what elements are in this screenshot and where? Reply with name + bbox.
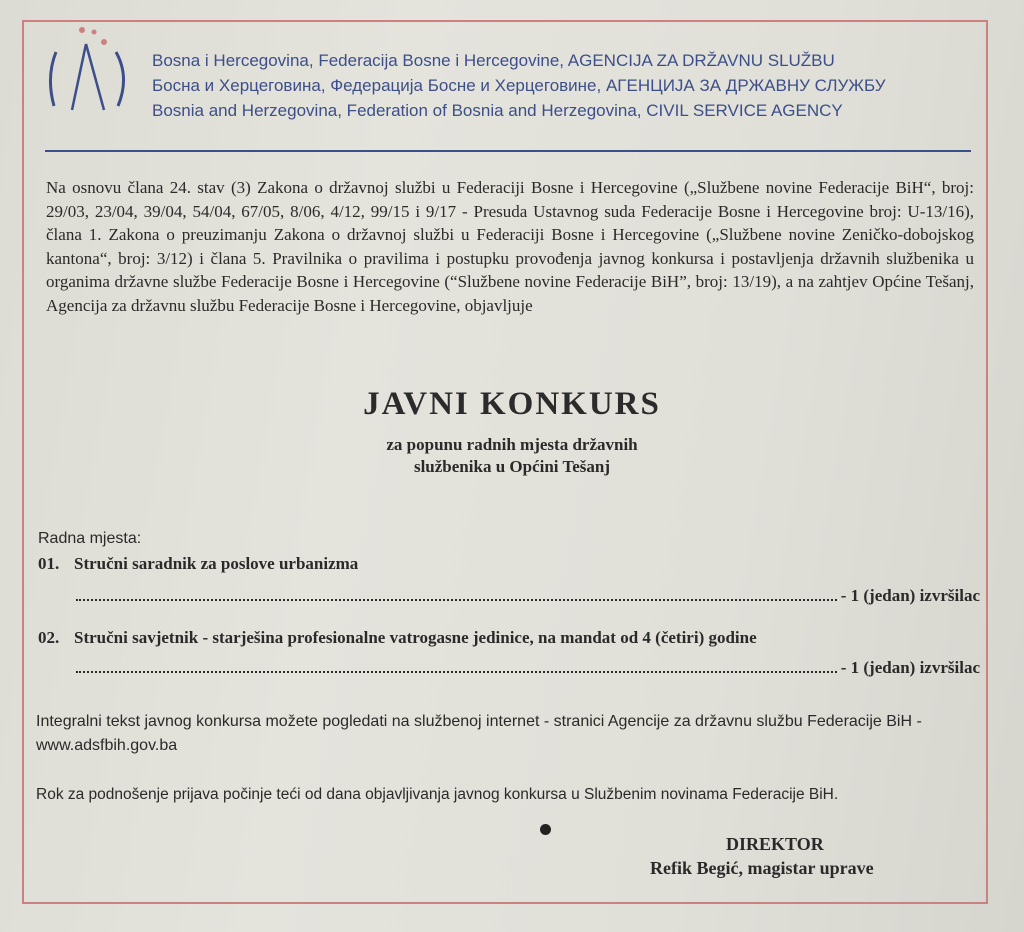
agency-name-cyrillic: Босна и Херцеговина, Федерација Босне и Херцеговине, АГЕНЦИЈА ЗА ДРЖАВНУ СЛУЖБУ	[152, 76, 886, 95]
position-count: - 1 (jedan) izvršilac	[840, 586, 980, 605]
position-count-line	[76, 656, 980, 678]
agency-header	[152, 48, 886, 123]
position-number: 01.	[38, 554, 60, 573]
position-title: Stručni saradnik za poslove urbanizma	[74, 554, 359, 573]
header-divider	[45, 150, 971, 152]
positions-label: Radna mjesta:	[38, 530, 142, 547]
dotted-leader	[76, 599, 837, 601]
position-count-line	[76, 584, 980, 606]
position-number: 02.	[38, 628, 60, 647]
notice-subtitle	[0, 434, 1024, 478]
subtitle-line-1: za popunu radnih mjesta državnih	[386, 435, 638, 454]
agency-logo-icon	[46, 22, 132, 134]
application-deadline: Rok za podnošenje prijava počinje teći od dana objavljivanja javnog konkursa u Službenim novinama Federacije BiH.	[36, 786, 839, 803]
signature-role: DIREKTOR	[726, 834, 824, 854]
integral-text-info: Integralni tekst javnog konkursa možete pogledati na službenoj internet - stranici Agencije za državnu službu Federacije BiH - www.adsfbih.gov.ba	[36, 713, 922, 754]
bullet-dot	[540, 824, 551, 835]
agency-name-bosnian: Bosna i Hercegovina, Federacija Bosne i Hercegovine, AGENCIJA ZA DRŽAVNU SLUŽBU	[152, 51, 835, 70]
position-item	[38, 628, 978, 648]
signature-name: Refik Begić, magistar uprave	[650, 858, 874, 878]
position-item	[38, 554, 978, 574]
dotted-leader	[76, 671, 837, 673]
notice-title: JAVNI KONKURS	[363, 386, 661, 422]
legal-preamble: Na osnovu člana 24. stav (3) Zakona o državnoj službi u Federaciji Bosne i Hercegovine („Službene novine Federacije BiH“, broj: 29/03, 23/04, 39/04, 54/04, 67/05, 8/06, 4/12, 99/15 i 9/17 - Presuda Ustavnog suda Federacije Bosne i Hercegovine broj: U-13/16), člana 1. Zakona o preuzimanju Zakona o državnoj službi u Federaciji Bosne i Hercegovine („Službene novine Zeničko-dobojskog kantona“, broj: 3/12) i člana 5. Pravilnika o pravilima i postupku provođenja javnog konkursa i postavljenja državnih službenika u organima državne službe Federacije Bosne i Hercegovine (“Službene novine Federacije BiH”, broj: 13/19), a na zahtjev Općine Tešanj, Agencija za državnu službu Federacije Bosne i Hercegovine, objavljuje	[46, 178, 974, 315]
agency-name-english: Bosnia and Herzegovina, Federation of Bosnia and Herzegovina, CIVIL SERVICE AGENCY	[152, 101, 843, 120]
subtitle-line-2: službenika u Općini Tešanj	[413, 457, 611, 476]
position-count: - 1 (jedan) izvršilac	[840, 658, 980, 677]
position-title: Stručni savjetnik - starješina profesionalne vatrogasne jedinice, na mandat od 4 (četiri) godine	[74, 628, 757, 647]
